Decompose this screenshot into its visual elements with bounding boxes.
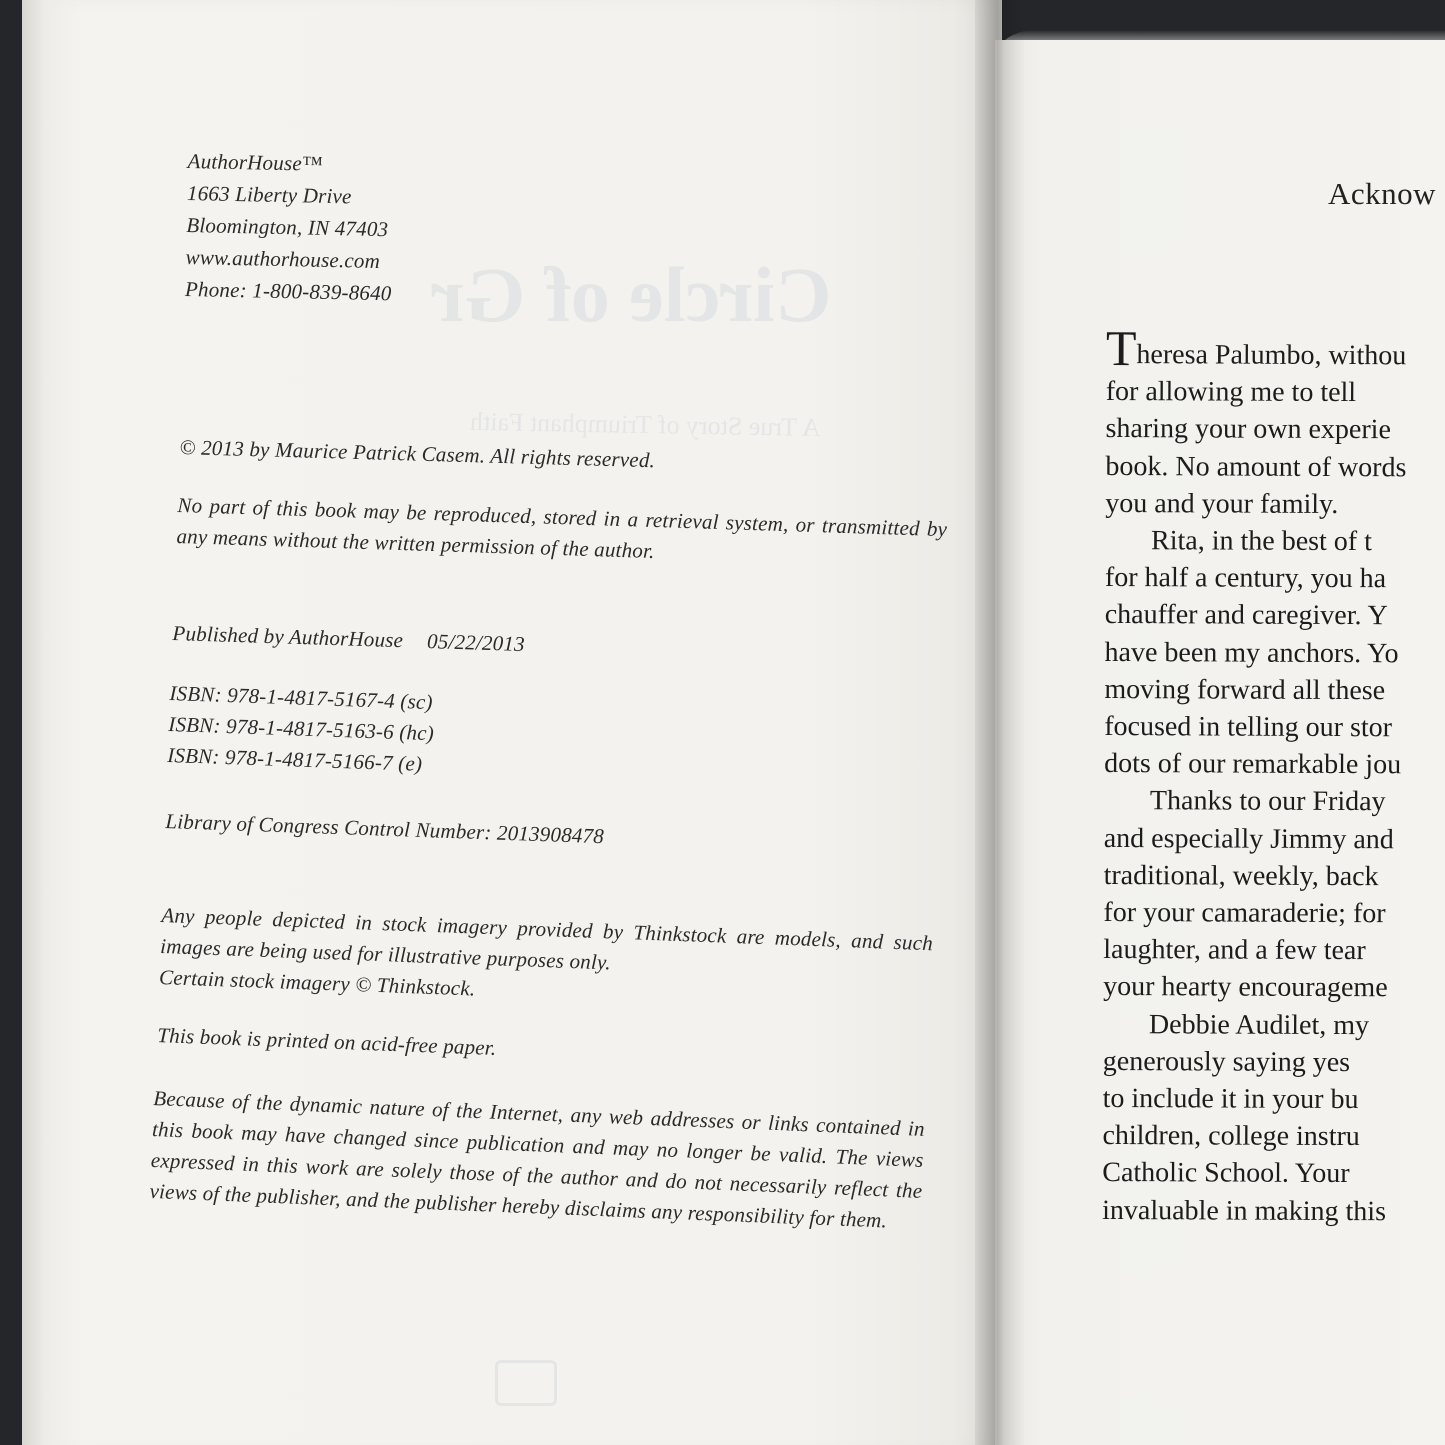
show-through-logo bbox=[495, 1360, 557, 1406]
address-line: 1663 Liberty Drive bbox=[186, 180, 352, 209]
ack-line: book. No amount of words bbox=[1105, 450, 1407, 483]
left-page-edge bbox=[22, 0, 82, 1445]
ack-line: focused in telling our stor bbox=[1104, 711, 1393, 744]
book-gutter bbox=[975, 0, 1025, 1445]
publisher-address bbox=[185, 146, 395, 310]
ack-line: Thanks to our Friday bbox=[1149, 785, 1386, 818]
ack-line: Catholic School. Your bbox=[1102, 1157, 1350, 1190]
address-line: Phone: 1-800-839-8640 bbox=[184, 276, 392, 306]
ack-line: chauffer and caregiver. Y bbox=[1104, 599, 1388, 632]
ack-line: you and your family. bbox=[1105, 487, 1339, 520]
ack-line: to include it in your bu bbox=[1102, 1083, 1359, 1116]
acknowledgements-title: Acknow bbox=[1328, 176, 1437, 211]
ack-line: your hearty encourageme bbox=[1103, 971, 1388, 1004]
address-line: www.authorhouse.com bbox=[185, 244, 381, 274]
ack-line: laughter, and a few tear bbox=[1103, 934, 1366, 967]
show-through-title: Circle of Gr bbox=[430, 251, 832, 338]
isbn-list bbox=[167, 678, 436, 780]
isbn-line: ISBN: 978-1-4817-5167-4 (sc) bbox=[169, 680, 434, 715]
lccn: Library of Congress Control Number: 2013908478 bbox=[165, 808, 605, 849]
no-reproduction-notice: No part of this book may be reproduced, stored in a retrieval system, or transmitted by any means without the written permission of the author. bbox=[176, 492, 948, 563]
stock-credit: Certain stock imagery © Thinkstock. bbox=[158, 964, 476, 1001]
copyright-notice: © 2013 by Maurice Patrick Casem. All rights reserved. bbox=[179, 434, 656, 473]
publisher-name: Published by AuthorHouse bbox=[172, 620, 404, 653]
address-line: Bloomington, IN 47403 bbox=[186, 212, 389, 242]
ack-line: have been my anchors. Yo bbox=[1104, 636, 1399, 669]
ack-line: generously saying yes bbox=[1102, 1045, 1351, 1078]
ack-line: invaluable in making this bbox=[1102, 1194, 1387, 1227]
disclaimer: Because of the dynamic nature of the Internet, any web addresses or links contained in this book may have changed since publication and may no longer be valid. The views expressed in this work are solely those of the author and do not necessarily reflect the views of the publisher, and the publisher hereby disclaims any responsibility for them. bbox=[149, 1085, 926, 1233]
ack-line: Debbie Audilet, my bbox=[1148, 1008, 1370, 1041]
acknowledgements-body bbox=[1102, 320, 1445, 1231]
ack-line: for your camaraderie; for bbox=[1103, 897, 1386, 930]
ack-line: children, college instru bbox=[1102, 1120, 1360, 1153]
ack-line: Rita, in the best of t bbox=[1151, 525, 1373, 558]
isbn-line: ISBN: 978-1-4817-5163-6 (hc) bbox=[167, 711, 435, 746]
publish-date: 05/22/2013 bbox=[426, 628, 526, 657]
show-through-subtitle: A True Story of Triumphant Faith bbox=[469, 406, 821, 443]
address-line: AuthorHouse™ bbox=[187, 148, 323, 176]
ack-line-text: heresa Palumbo, withou bbox=[1136, 339, 1407, 372]
ack-line bbox=[1105, 320, 1445, 377]
ack-line: sharing your own experie bbox=[1105, 413, 1391, 446]
stock-notice-text: Any people depicted in stock imagery provided by Thinkstock are models, and such images are being used for illustrative purposes only. bbox=[159, 902, 934, 975]
drop-cap: T bbox=[1105, 320, 1137, 377]
ack-line: moving forward all these bbox=[1104, 673, 1386, 707]
ack-line: for allowing me to tell bbox=[1105, 376, 1357, 409]
isbn-line: ISBN: 978-1-4817-5166-7 (e) bbox=[166, 742, 423, 776]
ack-line: and especially Jimmy and bbox=[1103, 822, 1394, 855]
ack-line: for half a century, you ha bbox=[1104, 562, 1387, 595]
ack-line: dots of our remarkable jou bbox=[1104, 748, 1402, 781]
ack-line: traditional, weekly, back bbox=[1103, 859, 1379, 893]
acid-free-notice: This book is printed on acid-free paper. bbox=[156, 1022, 497, 1060]
